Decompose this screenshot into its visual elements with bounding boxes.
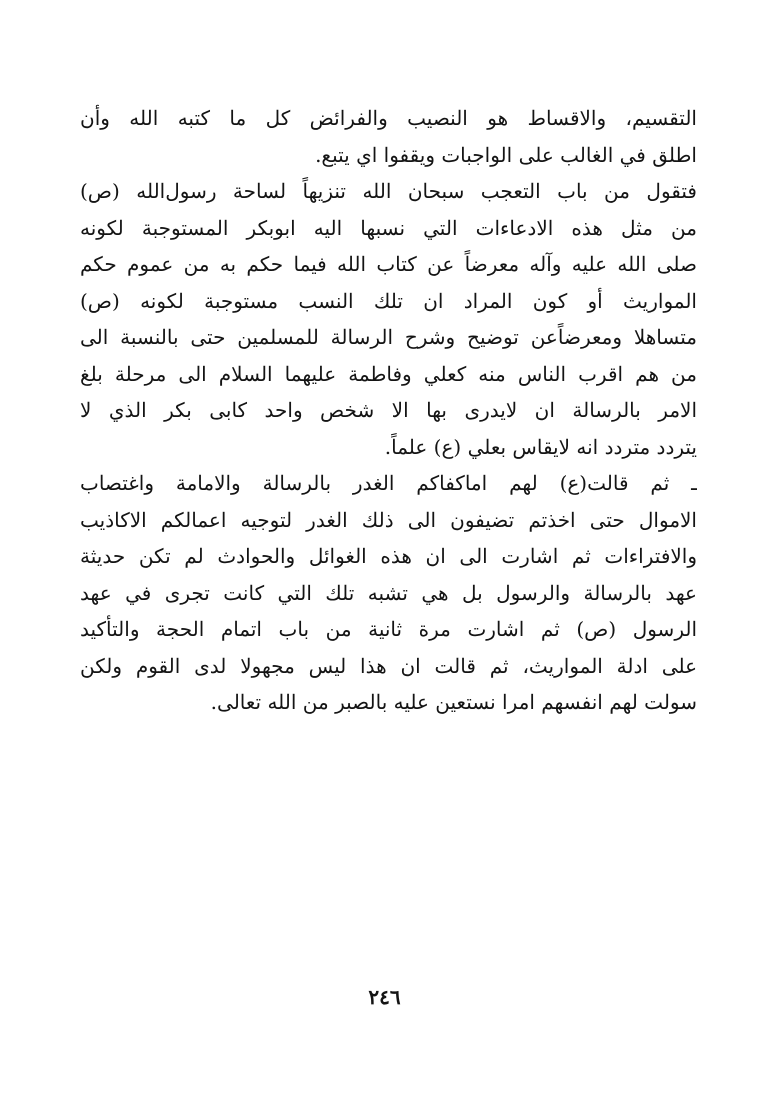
text-line-11: ـ ثم قالت(ع) لهم اماكفاكم الغدر بالرسالة والامامة واغتصاب [80,471,697,495]
page-number: ٢٤٦ [368,985,401,1009]
text-line-3: فتقول من باب التعجب سبحان الله تنزيهاً لساحة رسول‌الله (ص) [80,179,697,203]
text-line-16: على ادلة المواريث، ثم قالت ان هذا ليس مجهولا لدى القوم ولكن [80,653,697,678]
body-text [80,100,697,721]
text-line-7: متساهلا ومعرضاًعن توضيح وشرح الرسالة للمسلمين حتى بالنسبة الى [80,325,697,349]
text-line-12: الاموال حتى اخذتم تضيفون الى ذلك الغدر لتوجيه اعمالكم الاكاذيب [80,507,697,532]
text-line-4: من مثل هذه الادعاءات التي نسبها اليه ابوبكر المستوجبة لكونه [80,215,697,240]
text-line-2: اطلق في الغالب على الواجبات ويقفوا اي يتبع. [315,142,697,167]
text-line-1: التقسيم، والاقساط هو النصيب والفرائض كل ما كتبه الله وأن [80,106,697,130]
text-line-9: الامر بالرسالة ان لايدرى بها الا شخص واحد كابى بكر الذي لا [80,398,697,422]
text-line-6: المواريث أو كون المراد ان تلك النسب مستوجبة لكونه (ص) [80,288,697,313]
text-line-13: والافتراءات ثم اشارت الى ان هذه الغوائل والحوادث لم تكن حديثة [80,544,697,568]
text-line-17: سولت لهم انفسهم امرا نستعين عليه بالصبر من الله تعالى. [210,690,697,714]
text-line-14: عهد بالرسالة والرسول بل هي تشبه تلك التي كانت تجرى في عهد [80,580,697,605]
text-line-5: صلى الله عليه وآله معرضاً عن كتاب الله فيما حكم به من عموم حكم [80,252,697,276]
text-line-8: من هم اقرب الناس منه كعلي وفاطمة عليهما السلام الى مرحلة بلغ [80,361,697,386]
text-line-10: يتردد متردد انه لايقاس بعلي (ع) علماً. [384,434,697,459]
text-line-15: الرسول (ص) ثم اشارت مرة ثانية من باب اتمام الحجة والتأكيد [80,617,697,641]
